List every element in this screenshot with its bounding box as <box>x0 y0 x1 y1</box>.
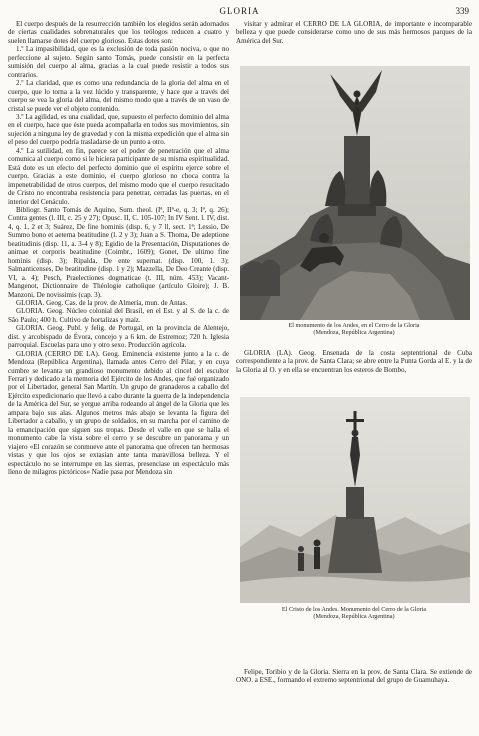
right-column-bottom <box>236 668 472 708</box>
paragraph-agilidad: 3.º La agilidad, es una cualidad, que, supuesto el perfecto dominio del alma en el cuerpo, hace que éste pueda acompañarla en todos sus movimientos, sin sujeción a ninguna ley de gravedad y con la misma expedición que el alma sin el peso del cuerpo podría trasladarse de un punto a otro. <box>8 112 229 147</box>
entry-gloria-la: GLORIA (LA). Geog. Ensenada de la costa septentrional de Cuba correspondiente a la prov. de Santa Clara; se abre entre la Punta Gorda al E. y la de la Gloria al O. y en ella se encuentran los esteros de Bombo, <box>236 349 472 374</box>
right-column-middle <box>236 349 472 397</box>
page-header <box>10 6 469 20</box>
monument-illustration <box>240 66 470 320</box>
cristo-photo <box>240 397 470 603</box>
right-column-top <box>236 20 472 66</box>
paragraph-intro: El cuerpo después de la resurrección también los elegidos serán adornados de ciertas cualidades sobrenaturales que los teólogos reducen a cuatro y suelen llamarse dotes del cuerpo glorioso. Estas dotes son: <box>8 20 229 45</box>
caption-location: (Mendoza, República Argentina) <box>313 613 395 621</box>
caption-title: El Cristo de los Andes. Monumento del Cerro de la Gloria <box>281 606 427 613</box>
monument-caption <box>236 322 472 336</box>
caption-title: El monumento de los Andes, en el Cerro de la Gloria <box>288 322 420 329</box>
page-number: 339 <box>455 6 469 16</box>
cristo-caption <box>236 606 472 620</box>
cristo-illustration <box>240 397 470 603</box>
monument-photo <box>240 66 470 320</box>
paragraph-continuation-cuba: Felipe, Toribio y de la Gloria. Sierra en la prov. de Santa Clara. Se extiende de ONO. a ESE., formando el extremo septentrional del grupo de Guamuhaya. <box>236 668 472 685</box>
entry-gloria-almeria: GLORIA. Geog. Cas. de la prov. de Almería, mun. de Antas. <box>16 298 188 307</box>
entry-cerro-de-la-gloria: GLORIA (CERRO DE LA). Geog. Eminencia existente junto a la c. de Mendoza (República Argentina), llamada antes Cerro del Pilar, y en cuya cumbre se levanta un grandioso monumento debido al cincel del escultor Ferrari y dedicado a la memoria del Ejército de los Andes, que fué organizado por el Libertador, general San Martín. Un grupo de granaderos a caballo del Ejército expedicionario que llevó a cabo durante la guerra de la independencia de la América del Sur, se yergue arriba rodeando al ángel de la Gloria que les ampara bajo sus alas. Algunos metros más abajo se levanta la figura del Libertador a caballo, y un grupo de soldados, en su marcha por el camino de la emancipación que siguen sus tropas. Desde el valle en que se halla el monumento cabe la vista sobre el cerro y se descubre un panorama y un viajero «El corazón se conmueve ante el panorama que ofrecen tan hermosas vistas y que los ojos se extasían ante tanta maravillosa belleza. Y el espectáculo no se interrumpe en las sierras, presenciase un espectáculo más lleno de milagros pictóricos» Nadie pasa por Mendoza sin <box>8 349 229 477</box>
caption-location: (Mendoza, República Argentina) <box>313 329 395 337</box>
entry-gloria-brasil: GLORIA. Geog. Núcleo colonial del Brasil, en el Est. y al S. de la c. de São Paulo; 400 h. Cultivo de hortalizas y maíz. <box>8 307 229 324</box>
paragraph-bibliography: Bibliogr. Santo Tomás de Aquino, Sum. theol. (Iª, IIª-e, q. 3; Iª, q. 26); Contra gentes (l. III, c. 25 y 27); Opusc. II, C. 105-107; In IV Sent. l. IV, dist. 4, q. 1, 2 et 3; Suárez, De fine hominis (disp. 6, y 7 ll, sect. 1ª; Lessio, De Summo bono et aeterna beatitudine (l. 2 y 3); Juan a S. Thoma, De adeptione beatitudinis (disp. 11, a. 3-4 y 8); Egidio de la Presentación, Disputationes de animae et corporis beatitudine (Coimbr., 1609); Gonet, De ultimo fine hominis (disp. 3); Ripalda, De ente supernat. (disp. 100, 1. 3); Salmanticenses, De beatitudine (disp. 1 y 2); Mazzella, De Deo Creante (disp. VI, a. 4); Pesch, Praelectiones dogmaticae (t. III, núm. 453); Vacant-Mangenot, Dictionnaire de Théologie catholique (artículo Gloire); J. B. Manzoni, De novissimis (cap. 3). <box>8 205 229 299</box>
paragraph-impasibilidad: 1.º La impasibilidad, que es la exclusión de toda pasión nociva, o que no perfeccione al sujeto. Según santo Tomás, puede consistir en la perfecta sumisión del cuerpo al alma, gracias a la cual puede resistir a todos sus contrarios. <box>8 45 229 79</box>
paragraph-claridad: 2.º La claridad, que es como una redundancia de la gloria del alma en el cuerpo, que lo torna a la vez lúcido y transparente, y hace que a través del cuerpo se vea la gloria del alma, del mismo modo que a través de un vaso de cristal se puede ver el objeto contenido. <box>8 79 229 113</box>
entry-gloria-portugal: GLORIA. Geog. Publ. y felig. de Portugal, en la provincia de Alentejo, dist. y arcobispado de Évora, concejo y a 6 km. de Estremoz; 720 h. Iglesia parroquial. Escuelas para uno y otro sexo. Producción agrícola. <box>8 324 229 350</box>
running-title: GLORIA <box>219 6 260 16</box>
left-column <box>8 20 229 728</box>
paragraph-continuation: visitar y admirar el CERRO DE LA GLORIA, de importante e incomparable belleza y que puede considerarse como uno de sus más hermosos parques de la América del Sur. <box>236 20 472 45</box>
paragraph-sutilidad: 4.º La sutilidad, en fin, parece ser el poder de penetración que el alma comunica al cuerpo como si le hiciera participante de su misma espiritualidad. Está dote es un efecto del perfecto dominio que el espíritu ejerce sobre el cuerpo. Gracias a este dominio, el cuerpo glorioso no choca contra la impenetrabilidad de otros cuerpos, del mismo modo que el cuerpo resucitado de Cristo no encontraba resistencia para penetrar, cerradas las puertas, en el interior del Cenáculo. <box>8 146 229 206</box>
